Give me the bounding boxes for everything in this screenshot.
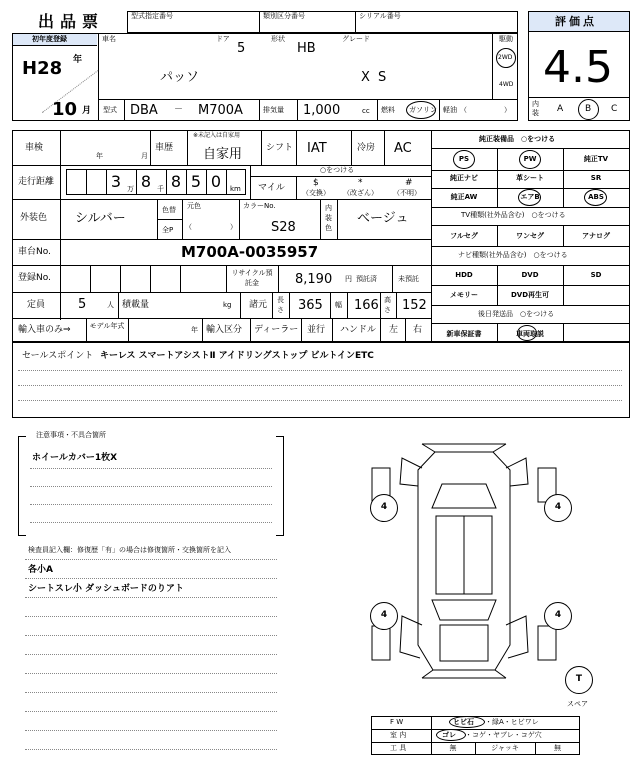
zenp-label: 全P [162,226,174,234]
jack-label: ジャッキ [491,744,519,752]
interior-color-label: 内装色 [325,204,332,232]
mile-label: マイル [258,183,285,193]
jack-value: 無 [554,744,561,752]
pw-circle [519,150,541,169]
paren-close: ） [504,106,511,114]
inspector-label: 検査員記入欄：修復歴「有」の場合は修復箇所・交換箇所を記入 [28,546,231,554]
import-label: 輸入車のみ⇒ [18,325,71,335]
original-paren-open: （ [185,223,192,231]
sen-unit: 千 [157,185,164,193]
shape: HB [297,41,316,56]
room-mark: ゴレ [442,731,456,739]
color-no-label: カラーNo. [243,202,276,210]
katashiki-prefix: DBA [130,103,158,118]
fuel-circle [406,101,436,119]
grade-label: グレード [342,35,370,43]
displacement: 1,000 [303,103,341,118]
exchange-label: （交換） [302,189,330,197]
tv-title: TV種類(社外品含む) ○をつける [461,211,566,219]
inspector-line2: シートスレ小 ダッシュボードのりアト [28,584,184,594]
shift: IAT [307,141,327,156]
serial-label: シリアル番号 [359,12,401,20]
shareki-label: 車歴 [155,143,174,153]
model-year-unit: 年 [191,326,198,334]
sales-point: キーレス スマートアシストⅡ アイドリングストップ ビルトインETC [100,351,374,361]
reg-label: 登録No. [18,273,51,283]
abs-circle [584,189,607,206]
car-name-label: 車名 [102,35,116,43]
navi-sd: SD [590,271,602,279]
mileage-digit-6: 0 [210,172,222,191]
tire-rear-right-value: 4 [554,610,562,620]
cc-unit: cc [362,107,370,115]
later-manual: 車両取説 [516,330,544,338]
door-label: ドア [216,35,230,43]
exchange-mark: $ [313,178,319,188]
dealer-label: ディーラー [254,325,299,335]
score: 4.5 [543,42,613,93]
room-text: ・コゲ・ヤブレ・コゲ穴 [465,731,542,739]
height: 152 [402,298,427,313]
first-reg-month: 10 [52,99,78,120]
tv-fullseg: フルセグ [450,232,478,240]
handle-label: ハンドル [340,325,377,335]
tools-value: 無 [449,744,457,752]
exterior-color: シルバー [75,211,126,226]
drive-2wd: 2WD [498,54,513,61]
room-label: 室 内 [390,731,407,739]
paren-open: （ [460,106,467,114]
unknown-label: （不明） [393,189,421,197]
class-no-label: 類別区分番号 [263,12,305,20]
mileage-digit-5: 5 [190,172,202,191]
month-unit: 月 [82,106,92,116]
dims-label: 諸元 [249,300,268,310]
handle-right: 右 [413,325,423,335]
yen-unit: 円 [345,275,352,283]
equip-pw: PW [523,155,537,163]
shift-label: シフト [266,143,294,153]
cooler: AC [394,141,412,156]
later-warranty: 新車保証書 [446,330,482,338]
length-label: 長さ [277,296,284,314]
tv-oneseg: ワンセグ [516,232,544,240]
capacity-label: 定員 [27,300,46,310]
inspector-line1: 各小A [28,565,53,575]
man-unit: 万 [127,185,134,193]
equip-abs: ABS [588,193,604,201]
load-label: 積載量 [122,300,150,310]
shape-label: 形状 [271,35,285,43]
mileage-digit-3: 8 [140,172,152,191]
katashiki-dash: － [174,105,184,115]
recycle-amount: 8,190 [295,272,333,287]
color-no: S28 [271,220,296,235]
person-unit: 人 [107,301,114,309]
notes-text: ホイールカバー1枚X [32,453,118,463]
spare-label: スペア [567,700,588,708]
mileage-circle-note: ○をつける [320,166,355,174]
color-label: 外装色 [20,213,48,223]
tools-label: 工 具 [390,744,407,752]
room-mark-circle [436,729,466,741]
model-no-label: 型式指定番号 [131,12,173,20]
car-diagram [360,440,570,680]
unknown-mark: # [405,178,413,188]
shaken-label: 車検 [25,143,44,153]
interior-grade-c: C [611,104,618,114]
tv-analog: アナログ [582,232,610,240]
equip-navi: 純正ナビ [450,174,478,182]
chassis-label: 車台No. [18,247,51,257]
manual-circle [517,325,537,341]
recycle-paid: 預託済 [356,275,377,283]
fw-mark-circle [449,716,485,728]
notes-label: 注意事項・不具合箇所 [36,431,106,439]
original-paren-close: ） [230,223,237,231]
equipment-title: 純正装備品 ○をつける [479,135,556,143]
header-number-boxes [127,11,518,33]
fuel: ガソリン [409,106,437,114]
later-title: 後日発送品 ○をつける [478,310,555,318]
interior-b-circle [578,99,599,120]
tire-front-left-value: 4 [380,502,388,512]
equip-sr: SR [590,174,602,182]
import-type-label: 輸入区分 [206,325,243,335]
kg-unit: kg [223,301,232,309]
sales-label: セールスポイント [22,351,94,361]
fw-text: ・緑A・ヒビワレ [485,718,539,726]
cooler-label: 冷房 [357,143,376,153]
keiyu-label: 軽油 [443,106,457,114]
equip-airbag: エアB [520,193,540,201]
chassis-no: M700A-0035957 [181,243,319,261]
airbag-circle [518,189,541,206]
navi-memory: メモリー [450,291,478,299]
form-title: 出品票 [38,12,105,31]
car-name: パッソ [160,70,200,85]
year-unit: 年 [73,55,83,65]
displacement-label: 排気量 [263,106,284,114]
first-reg-year: H28 [22,58,63,79]
recycle-label: リサイクル預託金 [231,269,273,287]
katashiki: M700A [198,103,243,118]
original-color-label: 元色 [187,202,201,210]
length: 365 [298,298,323,313]
ps-circle [453,150,475,169]
navi-dvd-play: DVD再生可 [510,291,550,299]
interior-grade-b: B [585,104,592,114]
first-reg-label: 初年度登録 [32,35,67,43]
interior-grade-label: 内装 [532,100,539,117]
width-label: 幅 [335,301,342,309]
height-label: 高さ [384,296,391,314]
fuel-label: 燃料 [381,106,395,114]
fw-mark: ヒビ石 [453,718,474,726]
km-unit: km [230,185,241,193]
model-year-label: モデル年式 [89,322,125,330]
drive-4wd: 4WD [499,81,514,88]
shaken-year-unit: 年 [96,152,103,160]
katashiki-label: 型式 [103,106,117,114]
jikayo-note: ※未記入は自家用 [193,132,241,139]
shareki: 自家用 [203,147,243,162]
equip-ps: PS [458,155,470,163]
parallel-label: 並行 [307,325,326,335]
mileage-digit-2: 3 [110,172,122,191]
interior-color: ベージュ [357,211,409,226]
spare-tire-value: T [575,674,583,684]
door-count: 5 [237,41,246,56]
shaken-month-unit: 月 [141,152,148,160]
tire-front-right-value: 4 [554,502,562,512]
interior-grade-a: A [557,104,564,114]
equip-leather: 革シート [516,174,544,182]
handle-left: 左 [389,325,399,335]
tamper-mark: * [358,178,363,188]
drive-label: 駆動 [499,35,513,43]
grade-box-label: 評価点 [555,15,597,28]
recycle-unpaid: 未預託 [398,275,419,283]
equip-aw: 純正AW [450,193,478,201]
equip-tv: 純正TV [583,155,609,163]
tamper-label: （改ざん） [343,189,378,197]
mileage-digit-4: 8 [170,172,182,191]
navi-title: ナビ種類(社外品含む) ○をつける [458,251,568,259]
navi-hdd: HDD [455,271,473,279]
mileage-label: 走行距離 [18,177,55,187]
width: 166 [354,298,379,313]
grade: X S [361,70,389,85]
fw-label: F W [390,718,404,726]
color-change-label: 色替 [162,206,176,214]
capacity: 5 [78,297,87,312]
navi-dvd: DVD [521,271,539,279]
tire-rear-left-value: 4 [380,610,388,620]
